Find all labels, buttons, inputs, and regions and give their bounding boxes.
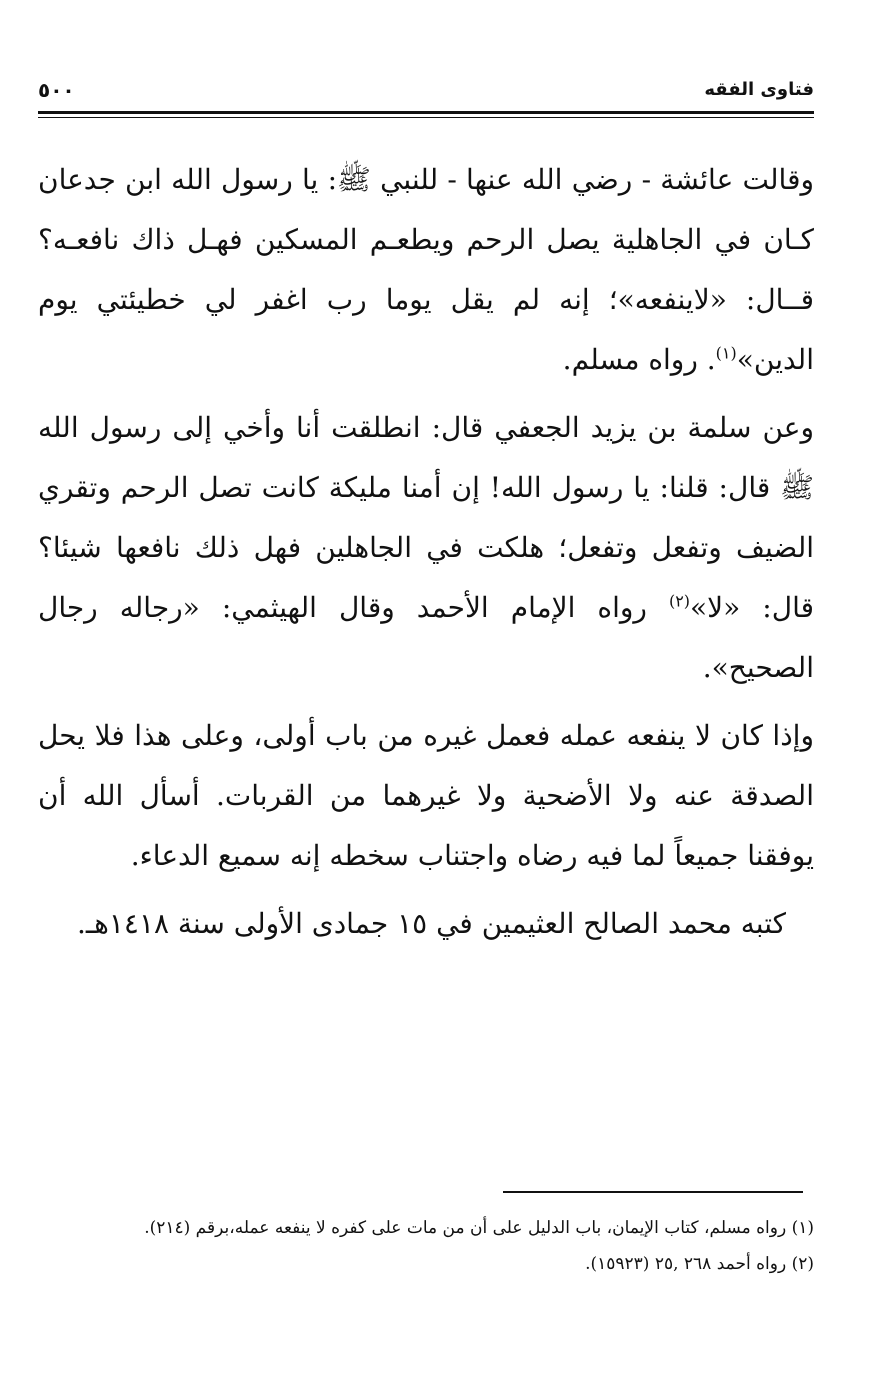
paragraph-text: وإذا كان لا ينفعه عمله فعمل غيره من باب أولى، وعلى هذا فلا يحل الصدقة عنه ولا الأضحية ولا غيرهما من القربات. أسأل الله أن يوفقنا جميعاً لما فيه رضاه واجتناب سخطه إنه سميع الدعاء. [38,719,814,872]
book-title: فتاوى الفقه [704,79,814,100]
footnote-ref-2: (٢) [668,591,691,611]
signature-text: كتبه محمد الصالح العثيمين في ١٥ جمادى الأولى سنة ١٤١٨هـ. [76,907,786,940]
paragraph-text: وقالت عائشة - رضي الله عنها - للنبي ﷺ: يا رسول الله ابن جدعان كـان في الجاهلية يصل الرحم ويطعـم المسكين فهـل ذاك نافعـه؟ قــال: «لاينفعه»؛ إنه لم يقل يوما رب اغفر لي خطيئتي يوم الدين» [38,163,814,376]
main-text [38,150,814,962]
footnote-2: (٢) رواه أحمد ٢٦٨ ,٢٥ (١٥٩٢٣). [585,1254,814,1274]
footnote-1: (١) رواه مسلم، كتاب الإيمان، باب الدليل على أن من مات على كفره لا ينفعه عمله،برقم (٢١٤). [144,1218,814,1238]
header-rule-thin [38,117,814,118]
footnote-ref-1: (١) [715,343,737,363]
footnote-separator [503,1191,803,1193]
page-number: ٥٠٠ [38,78,75,102]
paragraph-text: وعن سلمة بن يزيد الجعفي قال: انطلقت أنا وأخي إلى رسول الله ﷺ قال: قلنا: يا رسول الله! إن أمنا مليكة كانت تصل الرحم وتقري الضيف وتفعل وتفعل؛ هلكت في الجاهلين فهل ذلك نافعها شيئا؟ قال: «لا» [38,411,814,624]
paragraph-aisha-hadith [38,150,814,390]
header-rule-thick [38,111,814,114]
paragraph-text-cont: رواه الإمام الأحمد وقال الهيثمي: «رجاله رجال الصحيح». [38,591,814,684]
paragraph-text-cont: . رواه مسلم. [562,343,716,376]
paragraph-signature [38,894,814,954]
paragraph-ruling [38,706,814,886]
running-header [38,78,814,106]
paragraph-salama-hadith [38,398,814,698]
footnotes [38,1210,814,1282]
